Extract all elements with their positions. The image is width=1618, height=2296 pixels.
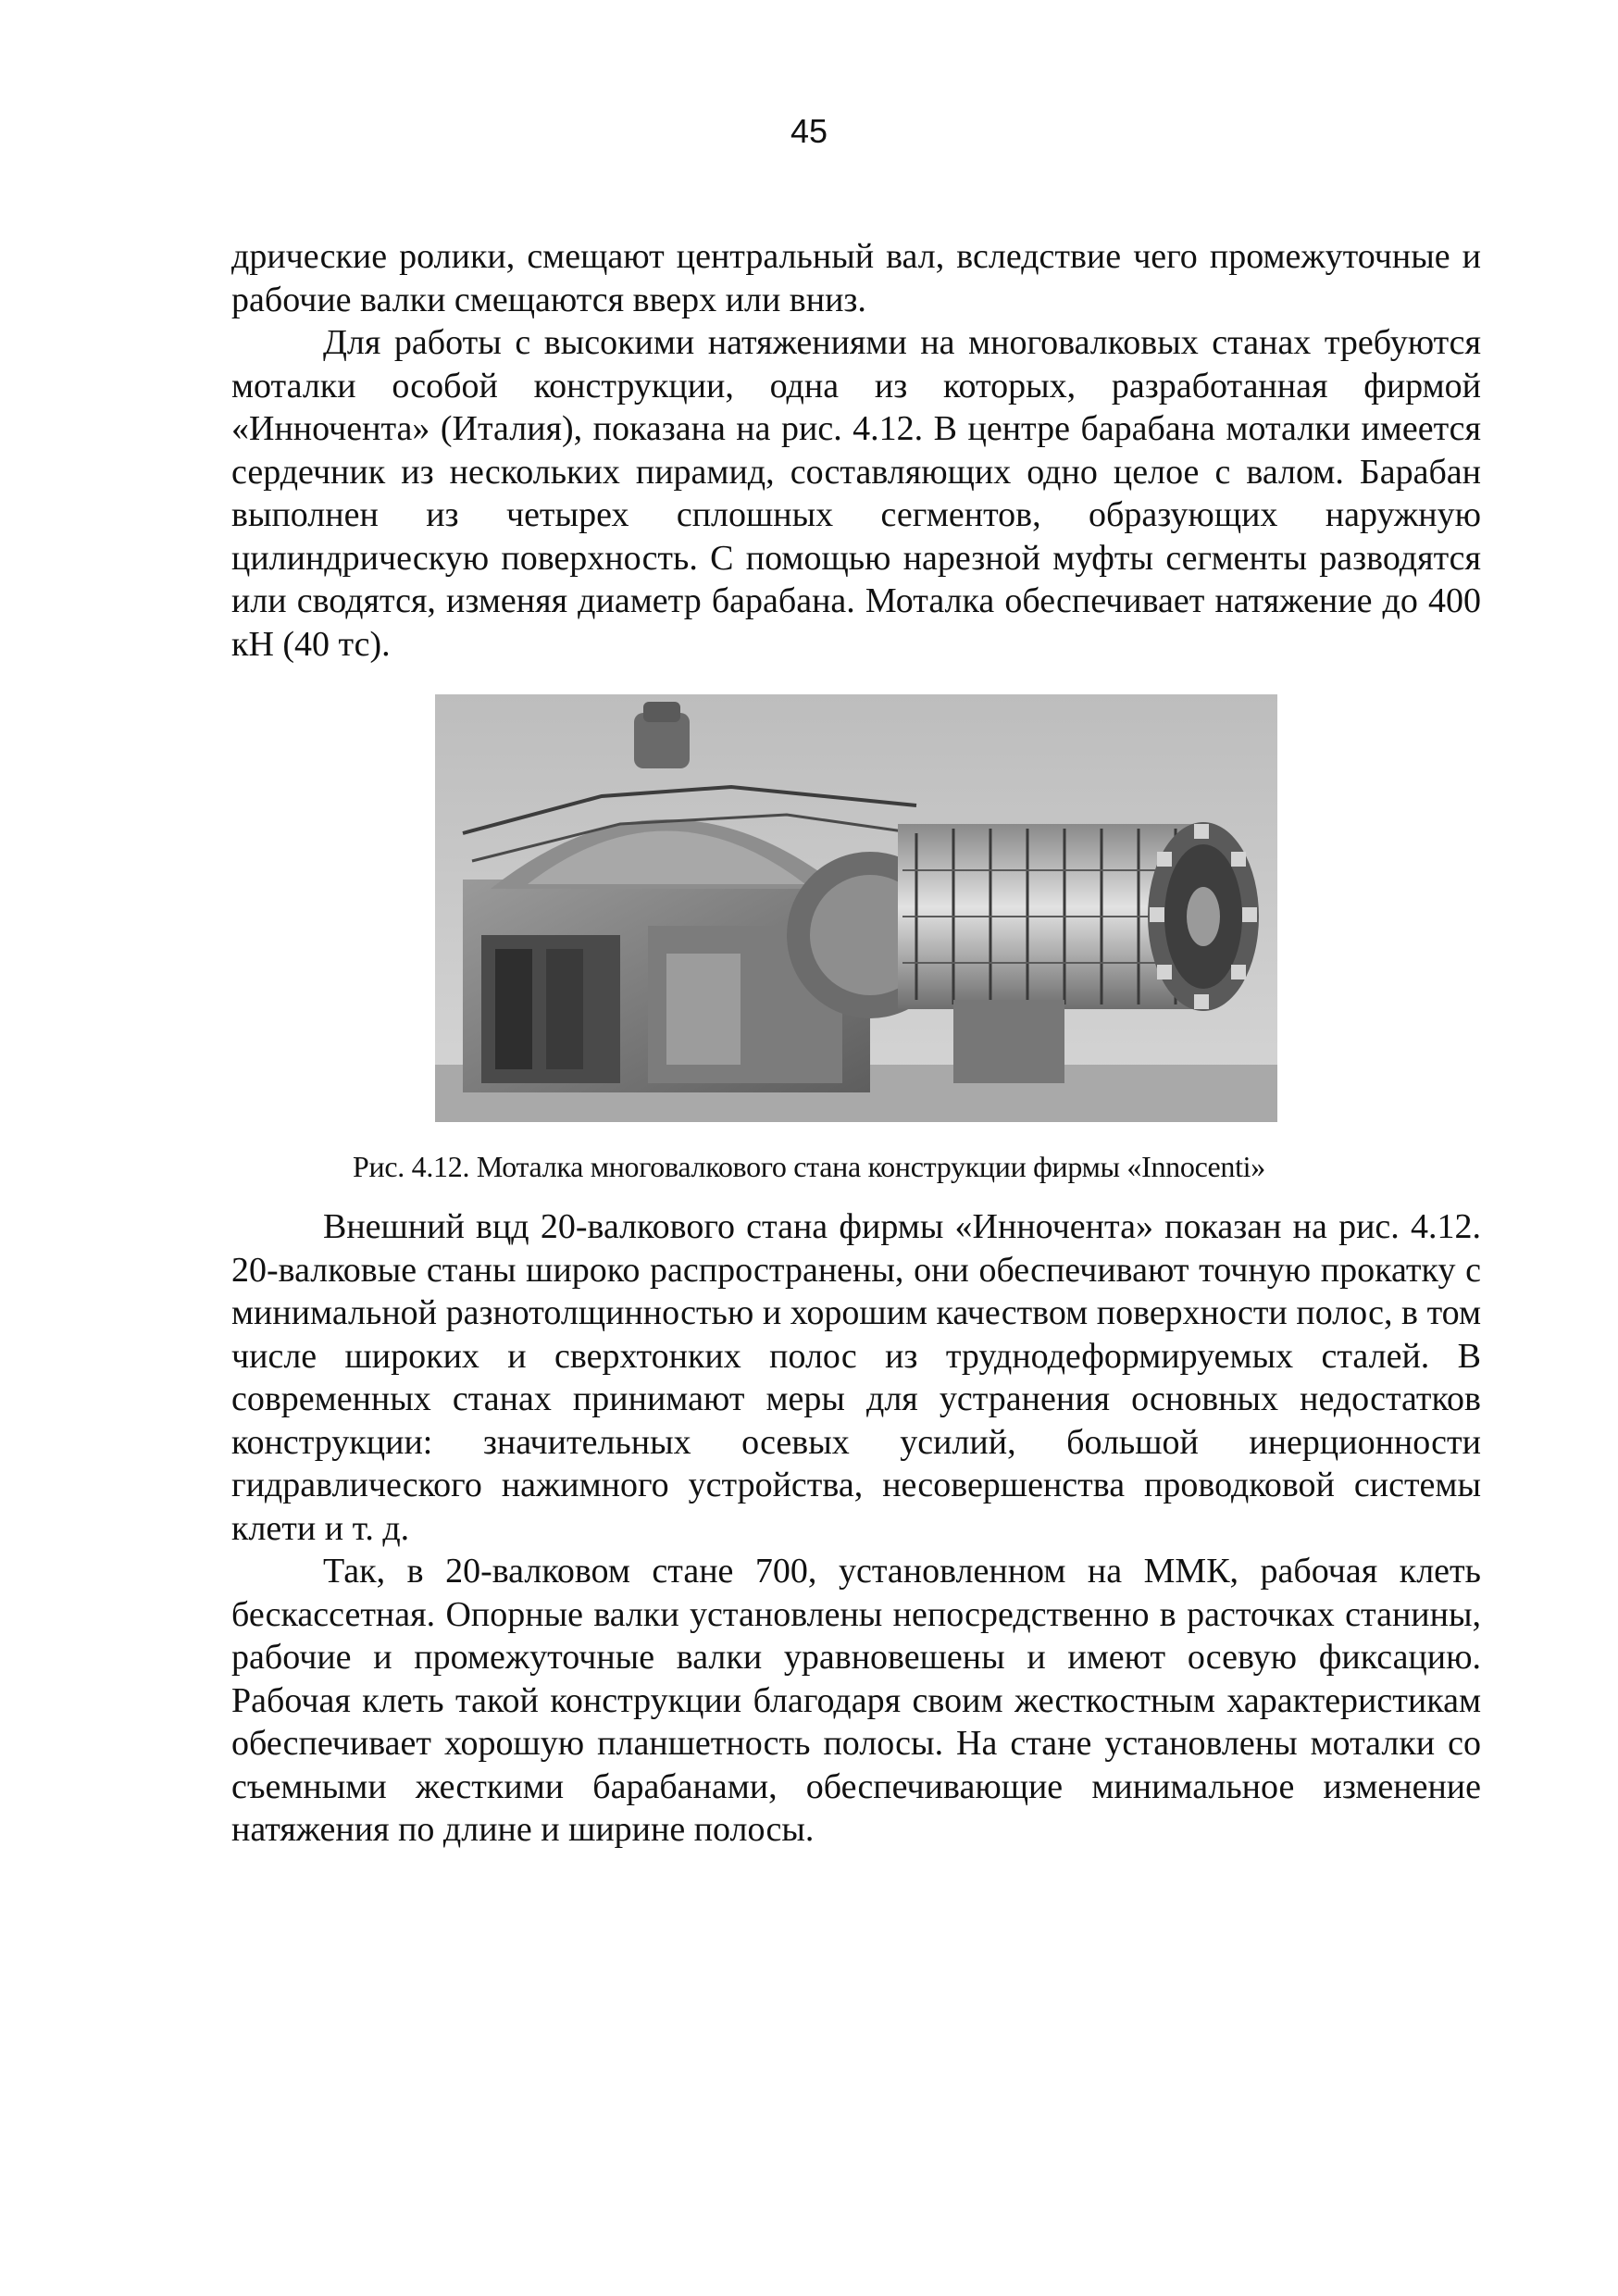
paragraph-20-roll-mill: Внешний вцд 20-валкового стана фирмы «Инночента» показан на рис. 4.12. 20-валковые станы широко распространены, они обеспечивают точную прокатку с минимальной разнотолщинностью и хорошим качеством поверхности полос, в том числе широких и сверхтонких полос из труднодеформируемых сталей. В современных станах принимают меры для устранения основных недостатков конструкции: значительных осевых усилий, большой инерционности гидравлического нажимного устройства, несовершенства проводковой системы клети и т. д. xyxy=(231,1207,1481,1548)
paragraph-continuation: дрические ролики, смещают центральный вал, вследствие чего промежуточные и рабочие валки смещаются вверх или вниз. xyxy=(231,237,1481,319)
figure-coiler-photo xyxy=(435,694,1277,1122)
text-block-top xyxy=(231,235,1481,666)
figure-caption: Рис. 4.12. Моталка многовалкового стана конструкции фирмы «Innocenti» xyxy=(353,1150,1265,1183)
coiler-machine-illustration xyxy=(435,694,1277,1122)
page-number: 45 xyxy=(790,112,828,150)
paragraph-mill-700: Так, в 20-валковом стане 700, установленном на ММК, рабочая клеть бескассетная. Опорные валки установлены непосредственно в расточках станины, рабочие и промежуточные валки уравновешены и имеют осевую фиксацию. Рабочая клеть такой конструкции благодаря своим жесткостным характеристикам обеспечивает хорошую планшетность полосы. На стане установлены моталки со съемными жесткими барабанами, обеспечивающие минимальное изменение натяжения по длине и ширине полосы. xyxy=(231,1552,1481,1849)
text-block-bottom xyxy=(231,1205,1481,1852)
paragraph-coiler-description: Для работы с высокими натяжениями на многовалковых станах требуются моталки особой конструкции, одна из которых, разработанная фирмой «Инночента» (Италия), показана на рис. 4.12. В центре барабана моталки имеется сердечник из нескольких пирамид, составляющих одно целое с валом. Барабан выполнен из четырех сплошных сегментов, образующих наружную цилиндрическую поверхность. С помощью нарезной муфты сегменты разводятся или сводятся, изменяя диаметр барабана. Моталка обеспечивает натяжение до 400 кН (40 тс). xyxy=(231,323,1481,664)
